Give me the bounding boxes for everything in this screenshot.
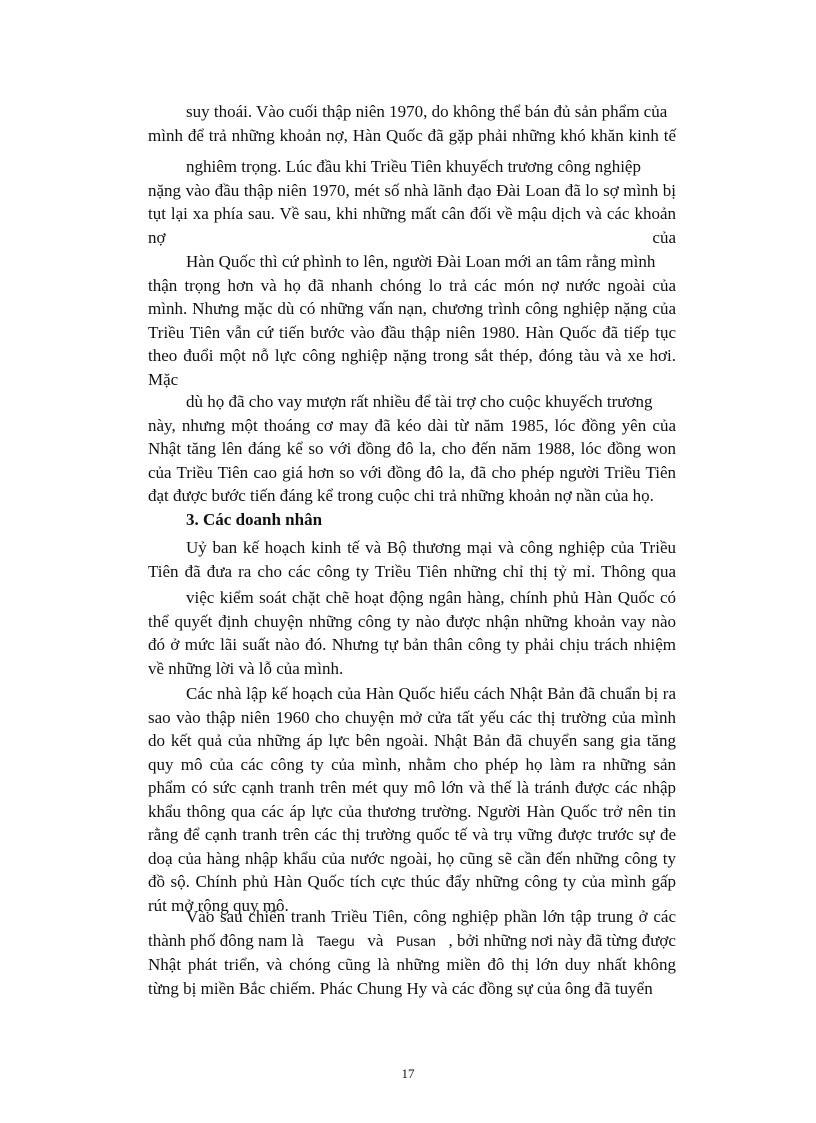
paragraph-8 <box>148 905 676 1000</box>
paragraph-4 <box>148 390 676 508</box>
text-line: rằng để cạnh tranh trên các thị trường quốc tế và trụ vững được trước sự đe <box>148 825 676 844</box>
paragraph-1 <box>148 100 676 147</box>
paragraph-3 <box>148 250 676 391</box>
text-fragment: của <box>652 227 676 247</box>
text-line: của Triều Tiên cao giá hơn so với đồng đô la, đã cho phép người Triều Tiên <box>148 462 676 482</box>
city-name-pusan: Pusan <box>396 932 436 949</box>
text-line: khẩu thông qua các áp lực của thương trường. Người Hàn Quốc trở nên tin <box>148 801 676 821</box>
text-line <box>148 929 676 954</box>
text-line: quy mô của các công ty của mình, nhằm cho phép họ làm ra những sản <box>148 754 676 774</box>
text-line: đó ở mức lãi suất nào đó. Nhưng tự bản thân công ty phải chịu trách nhiệm <box>148 635 676 654</box>
text-line: thể quyết định chuyện những công ty nào được nhận những khoản vay nào <box>148 611 676 631</box>
text-line <box>148 226 676 250</box>
text-line: nghiêm trọng. Lúc đầu khi Triều Tiên khuyếch trương công nghiệp <box>186 157 641 176</box>
text-line: từng bị miền Bắc chiếm. Phác Chung Hy và các đồng sự của ông đã tuyển <box>148 978 653 998</box>
text-line: này, nhưng một thoáng cơ may đã kéo dài từ năm 1985, lóc đồng yên của <box>148 415 676 435</box>
text-fragment: và <box>367 930 384 950</box>
text-line: dù họ đã cho vay mượn rất nhiều để tài trợ cho cuộc khuyếch trương <box>186 392 653 411</box>
text-line: rút mở rộng quy mô. <box>148 895 289 915</box>
text-line: Tiên đã đưa ra cho các công ty Triều Tiên những chỉ thị tỷ mỉ. Thông qua <box>148 561 676 581</box>
paragraph-2 <box>148 155 676 249</box>
text-line: mình để trả những khoản nợ, Hàn Quốc đã gặp phải những khó khăn kinh tế <box>148 125 676 145</box>
text-line: Các nhà lập kế hoạch của Hàn Quốc hiểu cách Nhật Bản đã chuẩn bị ra <box>186 684 676 703</box>
text-line: phẩm có sức cạnh tranh trên mét quy mô lớn và thế là tránh được các nhập <box>148 778 676 797</box>
text-line: Vào sau chiến tranh Triều Tiên, công nghiệp phần lớn tập trung ở các <box>186 907 676 926</box>
section-title: 3. Các doanh nhân <box>186 510 323 529</box>
text-line: mình. Nhưng mặc dù có những vấn nạn, chương trình công nghiệp nặng của <box>148 299 676 318</box>
text-line: theo đuổi một nỗ lực công nghiệp nặng trong sắt thép, đóng tàu và xe hơi. <box>148 346 676 365</box>
text-line: nặng vào đầu thập niên 1970, mét số nhà lãnh đạo Đài Loan đã lo sợ mình bị <box>148 180 676 200</box>
text-line: sao vào thập niên 1960 cho chuyện mở cửa tất yếu các thị trường của mình <box>148 707 676 727</box>
text-line: Nhật phát triển, và chóng cũng là những miền đô thị lớn duy nhất không <box>148 955 676 974</box>
text-line: suy thoái. Vào cuối thập niên 1970, do không thể bán đủ sản phẩm của <box>186 102 668 121</box>
text-line: Triều Tiên vẫn cứ tiến bước vào đầu thập niên 1980. Hàn Quốc đã tiếp tục <box>148 322 676 342</box>
text-line: đồ sộ. Chính phủ Hàn Quốc tích cực thúc đẩy những công ty của mình gấp <box>148 872 676 891</box>
text-line: việc kiểm soát chặt chẽ hoạt động ngân hàng, chính phủ Hàn Quốc có <box>186 588 676 607</box>
text-fragment: thành phố đông nam là <box>148 930 304 950</box>
text-line: thận trọng hơn và họ đã nhanh chóng lo trả các món nợ nước ngoài của <box>148 275 676 295</box>
text-line: về những lời và lỗ của mình. <box>148 658 344 678</box>
text-fragment: nợ <box>148 227 166 247</box>
paragraph-6 <box>148 586 676 680</box>
city-name-taegu: Taegu <box>316 932 355 949</box>
text-line: do kết quả của những áp lực bên ngoài. Nhật Bản đã chuyển sang gia tăng <box>148 731 676 750</box>
text-line: doạ của hàng nhập khẩu của nước ngoài, họ cũng sẽ cần đến những công ty <box>148 848 676 868</box>
text-line: Mặc <box>148 369 179 389</box>
text-line: Hàn Quốc thì cứ phình to lên, người Đài Loan mới an tâm rằng mình <box>186 252 656 271</box>
text-line: Uỷ ban kế hoạch kinh tế và Bộ thương mại và công nghiệp của Triều <box>186 538 676 557</box>
paragraph-7 <box>148 682 676 917</box>
page-number: 17 <box>401 1066 415 1081</box>
text-line: đạt được bước tiến đáng kể trong cuộc chi trả những khoản nợ nần của họ. <box>148 486 654 505</box>
paragraph-5 <box>148 536 676 583</box>
text-line: tụt lại xa phía sau. Về sau, khi những mất cân đối về mậu dịch và các khoản <box>148 204 676 223</box>
text-fragment: , bởi những nơi này đã từng được <box>448 930 676 950</box>
text-line: Nhật tăng lên đáng kể so với đồng đô la, cho đến năm 1988, lóc đồng won <box>148 439 676 458</box>
section-heading <box>148 508 676 532</box>
